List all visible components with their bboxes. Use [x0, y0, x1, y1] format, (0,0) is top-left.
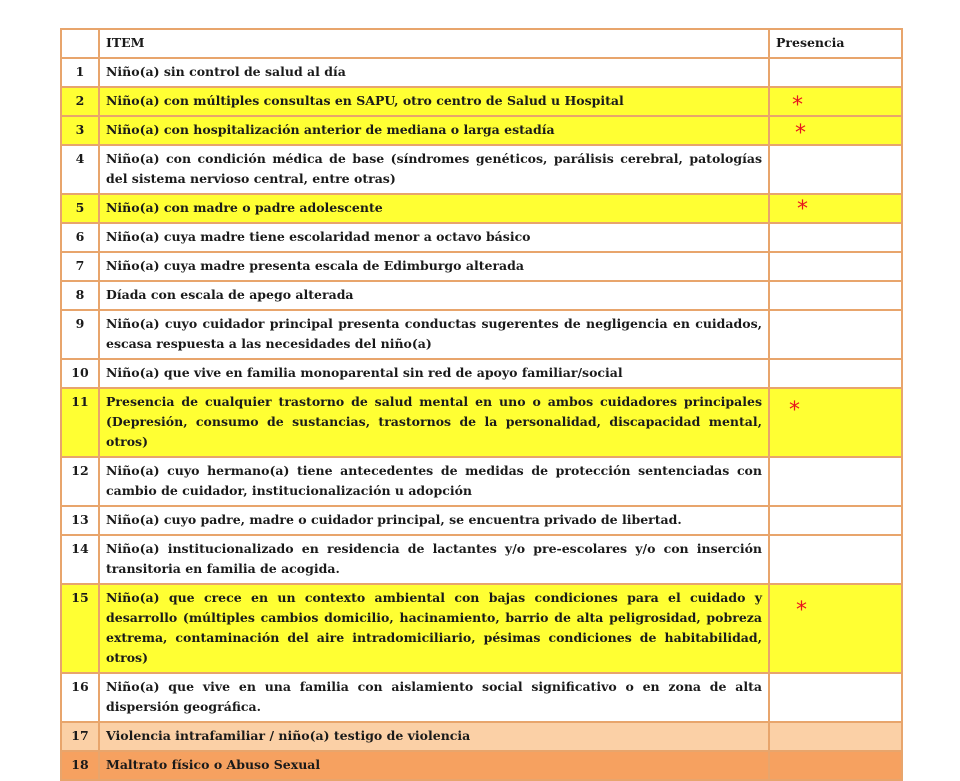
table-row — [61, 58, 902, 87]
row-number-cell: 13 — [61, 506, 99, 535]
risk-items-sheet — [60, 28, 901, 781]
row-number-cell: 14 — [61, 535, 99, 584]
row-number-cell: 17 — [61, 722, 99, 751]
asterisk-marker-icon: * — [797, 197, 808, 222]
row-number-cell: 18 — [61, 751, 99, 780]
row-presence-cell[interactable] — [769, 116, 902, 145]
row-item-cell: Niño(a) que crece en un contexto ambiental con bajas condiciones para el cuidado y desarrollo (múltiples cambios domicilio, hacinamiento, barrio de alta peligrosidad, pobreza extrema, contaminación del aire intradomiciliario, pésimas condiciones de habitabilidad, otros) — [99, 584, 769, 673]
row-presence-cell[interactable] — [769, 722, 902, 751]
row-number-cell: 11 — [61, 388, 99, 457]
row-number-cell: 15 — [61, 584, 99, 673]
row-number-cell: 8 — [61, 281, 99, 310]
row-item-cell: Niño(a) institucionalizado en residencia de lactantes y/o pre-escolares y/o con inserción transitoria en familia de acogida. — [99, 535, 769, 584]
row-item-cell: Niño(a) sin control de salud al día — [99, 58, 769, 87]
row-item-cell: Violencia intrafamiliar / niño(a) testigo de violencia — [99, 722, 769, 751]
table-row — [61, 457, 902, 506]
row-item-cell: Niño(a) que vive en familia monoparental sin red de apoyo familiar/social — [99, 359, 769, 388]
header-item-cell: ITEM — [99, 29, 769, 58]
asterisk-marker-icon: * — [795, 121, 806, 145]
row-number-cell: 4 — [61, 145, 99, 194]
table-row — [61, 310, 902, 359]
table-row — [61, 116, 902, 145]
table-body — [61, 58, 902, 780]
table-row — [61, 388, 902, 457]
table-row — [61, 751, 902, 780]
row-item-cell: Niño(a) cuyo hermano(a) tiene antecedentes de medidas de protección sentenciadas con cambio de cuidador, institucionalización u adopción — [99, 457, 769, 506]
row-presence-cell[interactable] — [769, 223, 902, 252]
row-number-cell: 16 — [61, 673, 99, 722]
row-presence-cell[interactable] — [769, 673, 902, 722]
asterisk-marker-icon: * — [792, 93, 803, 116]
row-presence-cell[interactable] — [769, 87, 902, 116]
table-row — [61, 281, 902, 310]
row-item-cell: Presencia de cualquier trastorno de salud mental en uno o ambos cuidadores principales (Depresión, consumo de sustancias, trastornos de la personalidad, discapacidad mental, otros) — [99, 388, 769, 457]
table-row — [61, 145, 902, 194]
row-presence-cell[interactable] — [769, 145, 902, 194]
row-item-cell: Niño(a) con condición médica de base (síndromes genéticos, parálisis cerebral, patologías del sistema nervioso central, entre otras) — [99, 145, 769, 194]
table-row — [61, 223, 902, 252]
header-num-cell — [61, 29, 99, 58]
row-presence-cell[interactable] — [769, 252, 902, 281]
row-number-cell: 3 — [61, 116, 99, 145]
table-row — [61, 252, 902, 281]
table-row — [61, 87, 902, 116]
table-header-row — [61, 29, 902, 58]
row-item-cell: Niño(a) con madre o padre adolescente — [99, 194, 769, 223]
row-number-cell: 5 — [61, 194, 99, 223]
row-number-cell: 2 — [61, 87, 99, 116]
row-item-cell: Niño(a) cuya madre presenta escala de Edimburgo alterada — [99, 252, 769, 281]
row-number-cell: 6 — [61, 223, 99, 252]
row-presence-cell[interactable] — [769, 584, 902, 673]
row-presence-cell[interactable] — [769, 751, 902, 780]
row-presence-cell[interactable] — [769, 58, 902, 87]
row-number-cell: 10 — [61, 359, 99, 388]
row-item-cell: Maltrato físico o Abuso Sexual — [99, 751, 769, 780]
row-item-cell: Niño(a) con hospitalización anterior de mediana o larga estadía — [99, 116, 769, 145]
row-number-cell: 12 — [61, 457, 99, 506]
row-number-cell: 7 — [61, 252, 99, 281]
asterisk-marker-icon: * — [789, 398, 800, 423]
header-presence-cell: Presencia — [769, 29, 902, 58]
row-presence-cell[interactable] — [769, 281, 902, 310]
row-presence-cell[interactable] — [769, 359, 902, 388]
row-item-cell: Díada con escala de apego alterada — [99, 281, 769, 310]
row-item-cell: Niño(a) con múltiples consultas en SAPU, otro centro de Salud u Hospital — [99, 87, 769, 116]
row-item-cell: Niño(a) cuya madre tiene escolaridad menor a octavo básico — [99, 223, 769, 252]
table-row — [61, 722, 902, 751]
row-presence-cell[interactable] — [769, 388, 902, 457]
row-number-cell: 9 — [61, 310, 99, 359]
row-presence-cell[interactable] — [769, 506, 902, 535]
table-row — [61, 506, 902, 535]
table-row — [61, 673, 902, 722]
row-item-cell: Niño(a) cuyo cuidador principal presenta conductas sugerentes de negligencia en cuidados, escasa respuesta a las necesidades del niño(a) — [99, 310, 769, 359]
row-presence-cell[interactable] — [769, 535, 902, 584]
table-row — [61, 359, 902, 388]
row-presence-cell[interactable] — [769, 194, 902, 223]
row-item-cell: Niño(a) cuyo padre, madre o cuidador principal, se encuentra privado de libertad. — [99, 506, 769, 535]
asterisk-marker-icon: * — [796, 598, 807, 623]
row-presence-cell[interactable] — [769, 310, 902, 359]
row-presence-cell[interactable] — [769, 457, 902, 506]
risk-items-table — [60, 28, 903, 781]
table-row — [61, 194, 902, 223]
row-item-cell: Niño(a) que vive en una familia con aislamiento social significativo o en zona de alta dispersión geográfica. — [99, 673, 769, 722]
row-number-cell: 1 — [61, 58, 99, 87]
table-row — [61, 584, 902, 673]
table-row — [61, 535, 902, 584]
